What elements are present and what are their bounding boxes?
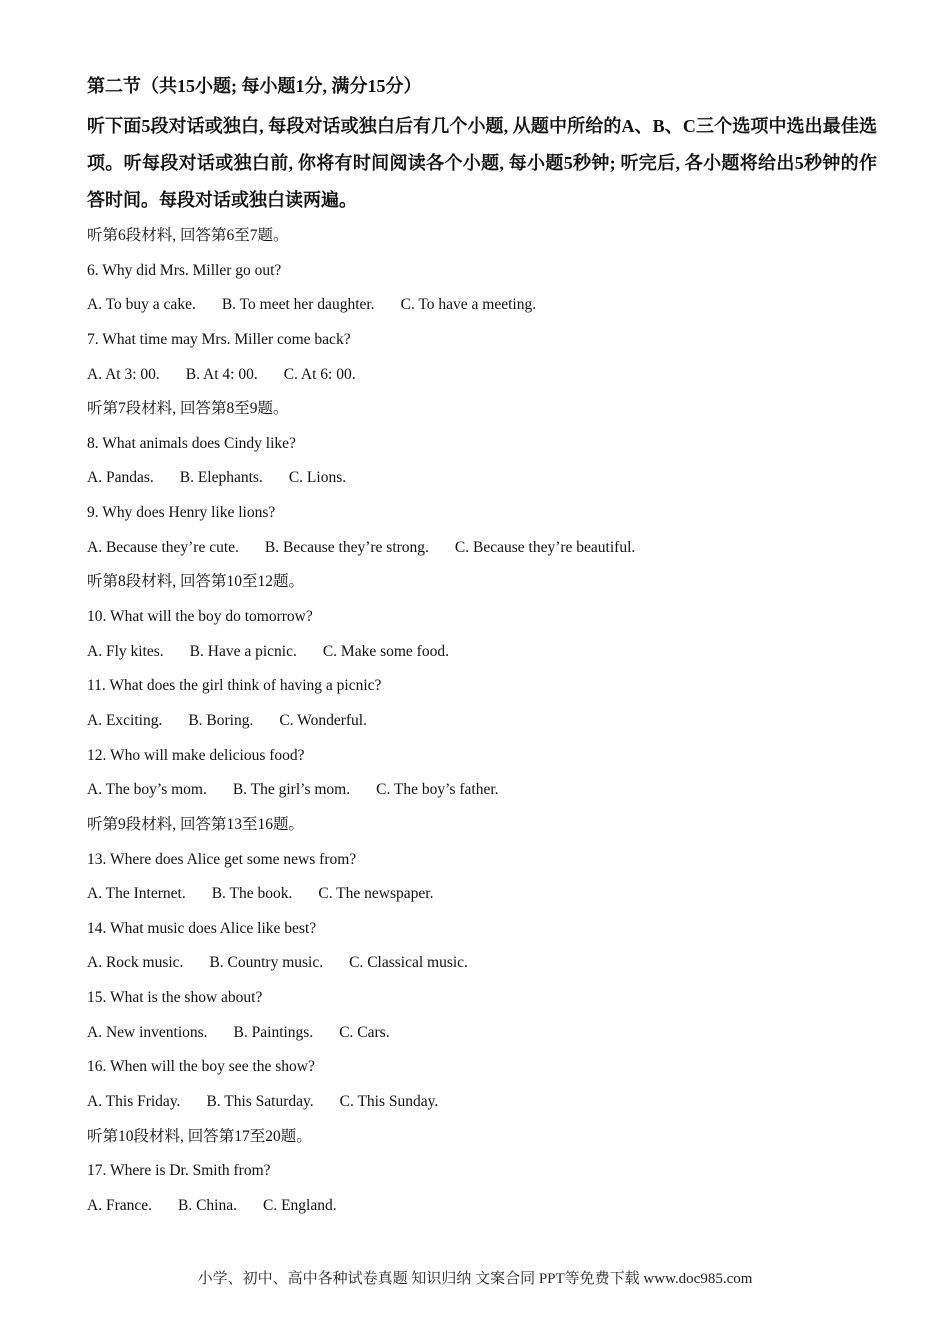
answer-options xyxy=(87,358,877,393)
answer-option: B. Country music. xyxy=(209,954,324,972)
section-title: 第二节（共15小题; 每小题1分, 满分15分） xyxy=(87,76,422,96)
answer-option: B. The girl’s mom. xyxy=(232,781,351,799)
answer-option: C. To have a meeting. xyxy=(400,296,537,314)
question-text: 9. Why does Henry like lions? xyxy=(87,504,276,522)
answer-options xyxy=(87,288,877,323)
answer-option: B. Boring. xyxy=(188,711,254,729)
material-heading: 听第8段材料, 回答第10至12题。 xyxy=(87,573,305,591)
answer-option: A. Pandas. xyxy=(87,469,154,487)
answer-option: C. Lions. xyxy=(288,469,347,487)
answer-option: A. France. xyxy=(87,1196,152,1214)
page-footer: 小学、初中、高中各种试卷真题 知识归纳 文案合同 PPT等免费下载 www.doc985.com xyxy=(197,1271,753,1287)
question-text: 11. What does the girl think of having a picnic? xyxy=(87,677,382,695)
question-text: 16. When will the boy see the show? xyxy=(87,1058,315,1076)
answer-option: C. Because they’re beautiful. xyxy=(454,538,636,556)
answer-option: C. England. xyxy=(263,1196,337,1214)
question-text: 8. What animals does Cindy like? xyxy=(87,434,296,452)
answer-option: A. Rock music. xyxy=(87,954,184,972)
answer-options xyxy=(87,773,877,808)
material-heading: 听第9段材料, 回答第13至16题。 xyxy=(87,815,305,833)
answer-option: A. This Friday. xyxy=(87,1093,181,1111)
answer-option: A. At 3: 00. xyxy=(87,365,160,383)
answer-option: B. At 4: 00. xyxy=(185,365,258,383)
question-text: 12. Who will make delicious food? xyxy=(87,746,305,764)
answer-option: C. Make some food. xyxy=(322,642,449,660)
answer-option: C. Cars. xyxy=(339,1023,390,1041)
answer-options xyxy=(87,1189,877,1224)
answer-option: B. This Saturday. xyxy=(206,1093,314,1111)
answer-option: B. Paintings. xyxy=(233,1023,314,1041)
material-heading: 听第6段材料, 回答第6至7题。 xyxy=(87,227,289,244)
material-heading: 听第10段材料, 回答第17至20题。 xyxy=(87,1127,312,1145)
question-text: 6. Why did Mrs. Miller go out? xyxy=(87,261,282,279)
question-text: 13. Where does Alice get some news from? xyxy=(87,850,357,868)
question-list xyxy=(87,219,877,1224)
answer-option: A. The Internet. xyxy=(87,885,186,903)
answer-option: C. Classical music. xyxy=(349,954,468,972)
answer-option: A. To buy a cake. xyxy=(87,296,196,314)
answer-option: B. Have a picnic. xyxy=(189,642,297,660)
material-heading: 听第7段材料, 回答第8至9题。 xyxy=(87,400,289,418)
answer-options xyxy=(87,704,877,739)
answer-options xyxy=(87,1085,877,1120)
answer-option: C. The newspaper. xyxy=(318,885,434,903)
answer-option: B. Because they’re strong. xyxy=(264,538,429,556)
answer-option: A. The boy’s mom. xyxy=(87,781,207,799)
answer-option: C. This Sunday. xyxy=(339,1093,439,1111)
answer-option: A. Because they’re cute. xyxy=(87,538,239,556)
question-text: 7. What time may Mrs. Miller come back? xyxy=(87,330,351,348)
question-text: 10. What will the boy do tomorrow? xyxy=(87,608,313,626)
answer-options xyxy=(87,1016,877,1051)
answer-option: A. New inventions. xyxy=(87,1023,208,1041)
answer-option: B. China. xyxy=(178,1196,237,1214)
answer-options xyxy=(87,461,877,496)
answer-options xyxy=(87,635,877,670)
question-text: 15. What is the show about? xyxy=(87,989,263,1007)
section-instructions: 听下面5段对话或独白, 每段对话或独白后有几个小题, 从题中所给的A、B、C三个选项中选出最佳选项。听每段对话或独白前, 你将有时间阅读各个小题, 每小题5秒钟; 听完后, 各小题将给出5秒钟的作答时间。每段对话或独白读两遍。 xyxy=(87,116,877,210)
answer-option: C. At 6: 00. xyxy=(283,365,356,383)
answer-options xyxy=(87,531,877,566)
answer-option: A. Exciting. xyxy=(87,711,163,729)
answer-option: B. To meet her daughter. xyxy=(221,296,375,314)
question-text: 14. What music does Alice like best? xyxy=(87,919,317,937)
answer-options xyxy=(87,877,877,912)
answer-options xyxy=(87,946,877,981)
answer-option: A. Fly kites. xyxy=(87,642,164,660)
answer-option: C. Wonderful. xyxy=(279,711,367,729)
answer-option: B. Elephants. xyxy=(179,469,263,487)
answer-option: C. The boy’s father. xyxy=(376,781,499,799)
question-text: 17. Where is Dr. Smith from? xyxy=(87,1162,271,1180)
answer-option: B. The book. xyxy=(211,885,293,903)
